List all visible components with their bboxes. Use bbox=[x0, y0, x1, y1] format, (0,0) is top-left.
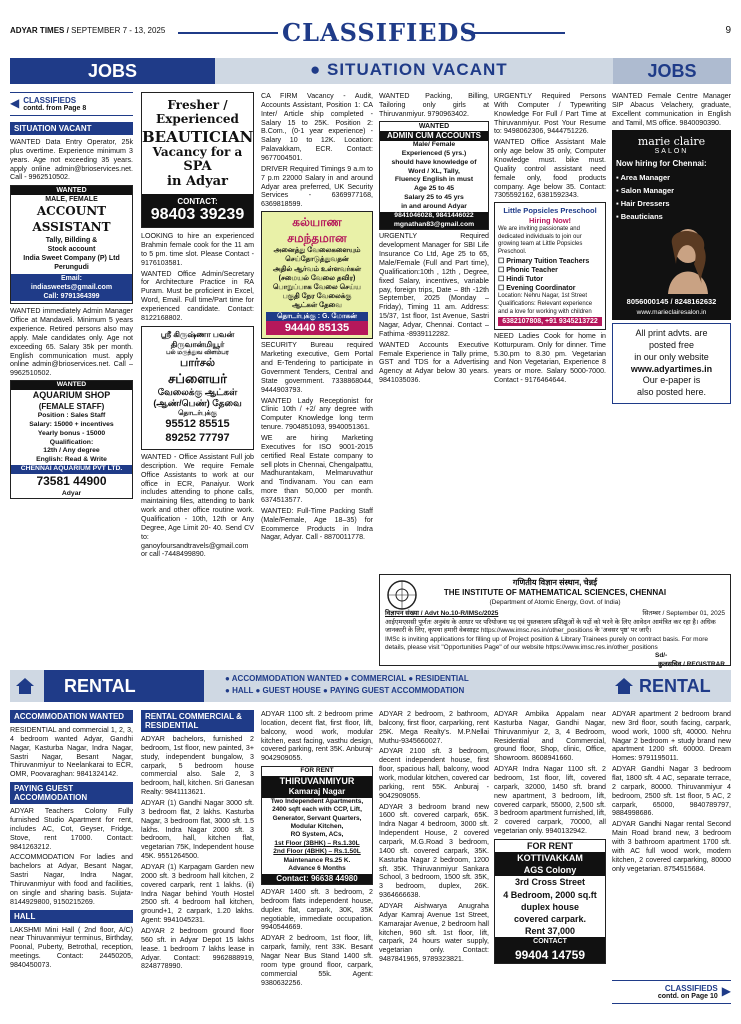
jobs-column-4 bbox=[379, 92, 489, 387]
ad-marie-claire-salon: marie claire SALON Now hiring for Chennai: ▪ Area Manager ▪ Salon Manager ▪ Hair Dressers ▪ Beauticians 8056000145 / 8248162632 www.marieclairesalon.in bbox=[612, 130, 731, 320]
jobs-column-3 bbox=[261, 92, 373, 544]
ad-adyar-1400: ADYAR 1400 sft. 3 bedroom, 2 bedroom flats independent house, duplex flat, carpark, 30K, 35K negotiable, immediate occupation. 9940544669. bbox=[261, 888, 373, 932]
ad-sbi-life: URGENTLY Required development Manager for SBI Life Insurance Co Ltd, Age 25 to 65, Male/Female (Full and Part time), Qualification:10th , 12th , Degree, fixed Salary, incentives, variable pay, foreign trips, Date – 8th -12th September, 2025 (Monday – Friday), Timing 11 am. Address: 15/37, 1st floor, 1st Avenue, Sastri Nagar, Adyar, Chennai. Contact – Fathima -8939112282. bbox=[379, 232, 489, 338]
nav-top-label: CLASSIFIEDS bbox=[23, 96, 77, 105]
bullet-icon: ● bbox=[255, 686, 263, 695]
ad-thiruvanmiyur-rent: FOR RENT THIRUVANMIYUR Kamaraj Nagar Two Independent Apartments, 2400 sqft each with CCP, Lift, Generator, Servant Quarters, Modular Kitchen, RO System, ACs, 1st Floor (3BHK) – Rs.1.30L 2nd Floor (4BHK) – Rs.1.50L Maintenance Rs.25 K. Advance 6 Months Contact: 96638 44980 bbox=[261, 766, 373, 885]
ad-adyar-2100: ADYAR 2100 sft. 3 bedroom, decent independent house, first floor, spacious hall, balcony, wood work, modular kitchen, covered car parking, rent 55K. Anburaj - 9042909055. bbox=[379, 747, 489, 800]
ad-brahmin-cook: LOOKING to hire an experienced Brahmin female cook for the 11 am to 5 pm. time slot. Please Contact - 9176103581. bbox=[141, 232, 254, 267]
checkbox-icon: ☐ bbox=[498, 258, 507, 265]
ad-account-assistant: WANTED MALE, FEMALE ACCOUNT ASSISTANT Tally, Billding & Stock account India Sweet Company (P) Ltd Perungudi Email: indiasweets@gmail.com Call: 9791364399 bbox=[10, 185, 133, 304]
page-header: ADYAR TIMES / SEPTEMBER 7 - 13, 2025 CLASSIFIEDS 9 bbox=[10, 18, 731, 47]
ad-beautician: Fresher / Experienced BEAUTICIAN Vacancy for a SPA in Adyar CONTACT: 98403 39239 bbox=[141, 92, 254, 228]
arrow-right-icon: ▶ bbox=[721, 984, 731, 998]
ad-krishna-bhavan: ஸ்ரீ கிருஷ்ணா பவன் திருவான்மியூர் பல் மருத்துவ விளம்பர பார்சல் சப்ளையர் வேலைக்கு ஆட்கள் (ஆண்/பெண்) தேவை தொடர்புக்கு 95512 85515 89252 77797 bbox=[141, 326, 254, 450]
bullet-icon: ▪ bbox=[616, 186, 621, 196]
paper-name: ADYAR TIMES bbox=[10, 26, 65, 35]
jobs-column-6 bbox=[612, 92, 731, 404]
ad-packing-billing: WANTED Packing, Billing, Tailoring only girls at Thiruvanmiyur. 9790963402. bbox=[379, 92, 489, 118]
nav-top-sub: contd. from Page 8 bbox=[23, 105, 87, 112]
rental-commercial-tag: RENTAL COMMERCIAL & RESIDENTIAL bbox=[141, 710, 254, 732]
bullet-icon: ▪ bbox=[616, 211, 621, 221]
ad-office-admin: WANTED Office Admin/Secretary for Architecture Practice in RA Puram. Must be proficient in Excel, Word, Email. Full time/Part time for experienced candidate. Contact: 8122168802. bbox=[141, 269, 254, 322]
online-notice: All print advts. are posted free in our only website www.adyartimes.in Our e-paper is also posted here. bbox=[612, 323, 731, 403]
rental-column-2 bbox=[141, 710, 254, 973]
ad-lady-receptionist: WANTED Lady Receptionist for Clinic 10th / +2/ any degree with Computer Knowledge long term tenure. 7904851093, 9940051361. bbox=[261, 396, 373, 432]
ad-adyar-bachelors: ADYAR bachelors, furnished 2 bedroom, 1st floor, new painted, 3+ study, independent bungalow, 3 carpark, 5 bedroom house commercial also. Sale 2, 3 bedroom, hall, kitchen. Sri Ganesan Realty: 9841113621. bbox=[141, 735, 254, 797]
hall-tag: HALL bbox=[10, 910, 133, 923]
ad-gandhi-nagar-1800: ADYAR Gandhi Nagar 3 bedroom flat, 1800 sft. 4 AC, separate terrace, 2 carpark, 80000. Thiruvanmiyur 4 bedroom, 2500 sft. 1st floor, 5 AC, 2 carpark, 65000, 9840789797, 9884998686. bbox=[612, 765, 731, 818]
model-photo-icon bbox=[658, 224, 718, 294]
situation-vacant-heading: SITUATION VACANT bbox=[327, 60, 508, 79]
rental-section-bar: RENTAL ● ACCOMMODATION WANTED ● COMMERCIAL ● RESIDENTIAL ● HALL ● GUEST HOUSE ● PAYING GUEST ACCOMMODATION RENTAL bbox=[10, 670, 731, 702]
ad-lakshmi-hall: LAKSHMI Mini Hall ( 2nd floor, A/C) near Thiruvanmiyur terminus, Birthday, Poonal, Puberty, Betrothal, reception, meetings. Contact: 24450205, 9840450073. bbox=[10, 925, 133, 970]
ad-kalyana-sambandham: கல்யாண சமந்தமான அனைத்து வேலைகளையும் செய்தோடுத்துவதன் அதில் ஆர்வம் உள்ளவர்கள் (சமையல் வேலை தவிர) பொறுப்பாக வேலை செய்ய பகுதி நேர வேலைக்கு ஆட்கள் தேவை தொடர்புக்கு : G. மோகன் 94440 85135 bbox=[261, 211, 373, 339]
accommodation-wanted-tag: ACCOMMODATION WANTED bbox=[10, 710, 133, 723]
bullet-icon: ● bbox=[310, 60, 327, 79]
issue-date: SEPTEMBER 7 - 13, 2025 bbox=[71, 26, 166, 35]
arrow-left-icon: ◀ bbox=[10, 96, 20, 110]
ad-admin-cum-accounts: WANTED ADMIN CUM ACCOUNTS Male/ Female Experienced (5 yrs.) should have knowledge of Word / XL, Tally, Fluency English in must Age 25 to 45 Salary 25 to 45 yrs in and around Adyar 9841046028, 9841446022 mgnathan83@gmail.com bbox=[379, 121, 489, 231]
ad-adyar-depot-lease: ADYAR 2 bedroom ground floor 560 sft. in Adyar Depot 15 lakhs lease. 1 bedroom 7 lakhs lease in Adyar. Contact: 9962888919, 8248778990. bbox=[141, 927, 254, 971]
ad-dream-homes: ADYAR apartment 2 bedroom brand new 3rd floor, south facing, carpark, wood work, 1000 sft, 40000. Nehru Nagar 2 bedroom + study brand new apartment 1200 sft. 60000. Dream Homes: 9791195011. bbox=[612, 710, 731, 763]
bullet-icon: ▪ bbox=[616, 198, 621, 208]
bullet-icon: ● bbox=[408, 674, 416, 683]
ad-karpagam-garden: ADYAR (1) Karpagam Garden new 2000 sft. 3 bedroom hall kitchen, 2 covered carpark, rent 1 lakhs. (ii) Indra Nagar behind Youth Hostel 2500 sft. 4 bedroom hall kitchen, ground+1, 2 carpark, 1.20 lakhs. Agent: 9941045231. bbox=[141, 863, 254, 925]
imsc-notice: गणितीय विज्ञान संस्थान, चेन्नई THE INSTITUTE OF MATHEMATICAL SCIENCES, CHENNAI (Department of Atomic Energy, Govt. of India) विज्ञापन संख्या / Advt No.10-R/IMSc/2025 सितम्बर / September 01, 2025 आईएमएससी पूर्णतः अनुबंध के आधार पर परियोजना पद एवं पुस्तकालय प्रशिक्षुओं के पदों को भरने के लिए आवेदन आमंत्रित कर रहा है। अधिक जानकारी के लिए, कृपया हमारी वेबसाइट https://www.imsc.res.in/other_positions के 'अवसर पृष्ठ' पर जाएँ। IMSc is inviting applications for filling up of Project position & Library Trainees purely on contract basis. For more details, please visit "Opportunities Page" of our website https://www.imsc.res.in/other_positions Sd/- कुलसचिव / REGISTRAR bbox=[379, 574, 731, 666]
rental-column-1 bbox=[10, 710, 133, 972]
ad-aquarium-shop: WANTED AQUARIUM SHOP (FEMALE STAFF) Position : Sales Staff Salary: 15000 + incentives Yearly bonus - 15000 Qualification: 12th / Any degree English: Read & Write CHENNAI AQUARIUM PVT LTD. 73581 44900 Adyar bbox=[10, 380, 133, 499]
ad-centre-manager: WANTED Female Centre Manager SIP Abacus Velachery, graduate, Excellent communication in English and Tamil, MS office. 9840090390. bbox=[612, 92, 731, 127]
ad-mega-realty: ADYAR 2 bedroom, 2 bathroom, balcony, first floor, carparking, rent 25K. Mega Realty's. M.P.Nellai Muthu-9345660027. bbox=[379, 710, 489, 745]
ad-office-assistant-male: WANTED Office Assistant Male only age below 35 only, Computer Knowledge must. bike must. Quality control assistant need female only, food products company. Age below 35. Contact: 7305592162, 6381592343. bbox=[494, 138, 606, 200]
ad-admin-manager: WANTED immediately Admin Manager Office at Mandaveli. Minimum 5 years experience. Retired persons also may apply. Male candidates only. Age not exceeding 65. Salary 35k per month. English communication must. apply online admin@brioservices.net. Call – 9962510502. bbox=[10, 307, 133, 378]
ad-security-bureau: SECURITY Bureau required Marketing executive, Gem Portal and E-Tendering to participate in Government Tenders, Central and State government. 7338868044, 9444903793. bbox=[261, 341, 373, 394]
jobs-section-bar bbox=[10, 58, 731, 84]
jobs-label-left: JOBS bbox=[10, 58, 215, 84]
nav-bottom-label: CLASSIFIEDS bbox=[664, 984, 718, 993]
bullet-icon: ▪ bbox=[616, 173, 621, 183]
ad-office-assistant: WANTED - Office Assistant Full job description. We require Female Office Assistants to work at our office in ECR, Panaiyur. Work includes attending to phone calls, maintaining files, attending to bank work and other office routine work. Qualification - 10th, 12th or Any Degree, Age Limit 20- 40. Send CV to: ganoyfoursandtravels@gmail.com or call -7448499890. bbox=[141, 452, 254, 559]
ad-adyar-3bed-1600: ADYAR 3 bedroom brand new 1600 sft. covered carpark, 65K. Indra Nagar 4 bedroom, 3000 sft. Independent House, 2 covered carpark, M.G.Road 3 bedroom, 1400 sft. covered carpark, 35K. Kasturba Nagar 2 bedroom, 1200 sft. 35K. Thiruvanmiyur Sankara School, 3 bedroom, 1500 sft. 35K, 3 bedroom, duplex, 26K. 9364666638. bbox=[379, 802, 489, 900]
rental-column-4 bbox=[379, 710, 489, 966]
ad-packing-staff: WANTED: Full-Time Packing Staff (Male/Female, Age 18–35) for Ecommerce Products in Indra Nagar, Adyar. Call - 8870011778. bbox=[261, 506, 373, 542]
ad-accounts-executive: WANTED Accounts Executive Female Experience in Tally prime, GST and TDS for a Advertising Agency at Adyar below 30 years. 9841035036. bbox=[379, 340, 489, 385]
checkbox-icon: ☐ bbox=[498, 276, 507, 284]
house-icon bbox=[613, 676, 635, 696]
house-icon bbox=[14, 676, 36, 696]
ad-ladies-bachelors: ACCOMMODATION For ladies and bachelors at Adyar, Besant Nagar, Sastri Nagar, Indra Nagar, Thiruvanmiyur with food and facilities, on single and sharing basis. Sujata-8144929800, 9150215269. bbox=[10, 853, 133, 906]
page-title: CLASSIFIEDS bbox=[282, 18, 478, 47]
bullet-icon: ● bbox=[225, 674, 232, 683]
ad-data-entry: WANTED Data Entry Operator, 25k plus overtime. Experience minimum 3 years. Age not exceeding 35 years. apply online admin@brioservices.net. Call - 9962510502. bbox=[10, 138, 133, 182]
ad-gandhi-nagar-second-main: ADYAR Gandhi Nagar rental Second Main Road brand new, 3 bedroom with 3 bathroom apartment 1700 sft. with AC full wood work, modern kitchen, 2 covered carparking, 80000 only vegetarian. 8754515684. bbox=[612, 820, 731, 873]
ad-ambika-appalam: ADYAR Ambika Appalam near Kasturba Nagar, Gandhi Nagar, Thiruvanmiyur 2, 3, 4 Bedroom, Residential and Commercial, ground floor, Shop, clinic, Office, Showroom. 8608941660. bbox=[494, 710, 606, 763]
rental-column-5 bbox=[494, 710, 606, 964]
checkbox-icon: ☐ bbox=[498, 285, 507, 293]
ad-indra-nagar-1100: ADYAR Indra Nagar 1100 sft. 2 bedroom, 1st floor, lift, covered carpark, 32000, 1450 sft. brand new apartment, 3 bedroom, lift, covered carpark, 55000, 2,500 sft. 3 bedroom apartment furnished, lift, 2 covered carpark, 70000, all vegetarian only. 9940132942. bbox=[494, 765, 606, 836]
rental-label-right: RENTAL bbox=[639, 676, 711, 696]
paying-guest-tag: PAYING GUEST ACCOMMODATION bbox=[10, 782, 133, 804]
ad-residential-wanted: RESIDENTIAL and commercial 1, 2, 3, 4 bedroom wanted Adyar, Gandhi Nagar, Kasturba Nagar, Indra Nagar, Sastri Nagar, Besant Nagar, Thiruvanmiyur to Neelankarai to ECR, OMR, Poovaraghan: 9841324142. bbox=[10, 726, 133, 779]
bullet-icon: ● bbox=[344, 674, 352, 683]
website-link[interactable]: www.adyartimes.in bbox=[630, 363, 713, 374]
page-number: 9 bbox=[725, 25, 731, 36]
rental-column-3 bbox=[261, 710, 373, 989]
jobs-column-5 bbox=[494, 92, 606, 387]
jobs-column-1 bbox=[10, 92, 133, 499]
situation-vacant-tag: SITUATION VACANT bbox=[10, 122, 133, 135]
nav-from-page8[interactable] bbox=[10, 92, 133, 116]
ad-little-popsicles: Little Popsicles Preschool Hiring Now! We are inviting passionate and dedicated individuals to join our growing team at Little Popsicles Preschool. ☐ Primary Tuition Teachers ☐ Phonic Teacher ☐ Hindi Tutor ☐ Evening Coordinator Location: Nehru Nagar, 1st Street Qualifications: Relevant experience and a love for working with children 6382107808, +91 9345213722 bbox=[494, 202, 606, 330]
ad-driver: DRIVER Required Timings 9 a.m to 7 p.m 22000 Salary in and around Adyar area preferred, UK Security Services - 6369977168, 6369818599. bbox=[261, 164, 373, 209]
bullet-icon: ● bbox=[225, 686, 233, 695]
nav-to-page10[interactable] bbox=[612, 980, 731, 1004]
ad-aishwarya-anugraha: ADYAR Aishwarya Anugraha Adyar Kamraj Avenue 1st Street, Kamarajar Avenue, 2 bedroom hall kitchen, 960 sft. 1st floor, lift, carpark, 24 hours water supply, vegetarian only. Contact: 9487841965, 9789323821. bbox=[379, 902, 489, 964]
nav-bottom-sub: contd. on Page 10 bbox=[657, 993, 718, 1000]
ad-computer-typewriting: URGENTLY Required Persons With Computer / Typewriting Knowledge For Full / Part Time at Thiruvanmiyur. Post Your Resume to: 9498062306, 9444751226. bbox=[494, 92, 606, 136]
checkbox-icon: ☐ bbox=[498, 267, 507, 275]
ad-gandhi-nagar-3000: ADYAR (1) Gandhi Nagar 3000 sft. 3 bedroom flat, 2 lakhs. Kasturba Nagar, 3 bedroom flat, 3000 sft. 1.5 lakhs. Indra Nagar 2000 sft. 3 bedroom, hall, kitchen flat, vegetarian 75K, Independent house 45K. 9551264500. bbox=[141, 799, 254, 861]
rental-column-6 bbox=[612, 710, 731, 875]
ad-ladies-cook: NEED Ladies Cook for home in Kotturpuram. Only for dinner. Time 5.30.pm to 8.30 pm. Vegetarian and Non Vegetarian, Experience 8 years or more. Salary 5000-7000. Contact - 9176464644. bbox=[494, 331, 606, 385]
rental-label-left: RENTAL bbox=[44, 670, 204, 702]
jobs-label-right: JOBS bbox=[613, 58, 731, 84]
imsc-emblem-icon bbox=[386, 579, 418, 611]
ad-kottivakkam-rent: FOR RENT KOTTIVAKKAM AGS Colony 3rd Cross Street 4 Bedroom, 2000 sq.ft duplex house covered carpark. Rent 37,000 CONTACT 99404 14759 bbox=[494, 839, 606, 964]
ad-teachers-colony: ADYAR Teachers Colony Fully furnished Studio Apartment for rent, includes AC, Cot, Geyser, Fridge, Stove, rent 17000. Contact: 9841263212. bbox=[10, 807, 133, 851]
ad-marketing-executives: WE are hiring Marketing Executives for ISO 9001-2015 certified Real Estate company to sell plots in Chennai, Chengalpattu, Madhurantakam, Melmaruvathur and Tindivanam. You can earn more than 50,000 per month. 6374513577. bbox=[261, 434, 373, 505]
bullet-icon: ● bbox=[323, 686, 331, 695]
ad-adyar-1100: ADYAR 1100 sft. 2 bedroom prime location, decent flat, first floor, lift, balcony, wood work, modular kitchen, east facing, vasthu design, covered parking, rent 35K. Anburaj- 9042909055. bbox=[261, 710, 373, 763]
jobs-column-2 bbox=[141, 92, 254, 561]
ad-besant-nagar-1400: ADYAR 2 bedroom, 1st floor, lift, carpark, family, rent 33K. Besant Nagar Near Bus Stand 1400 sft. room type ground floor, carpark, commercial 55k. Agent: 9380632256. bbox=[261, 934, 373, 987]
ad-ca-firm: CA FIRM Vacancy - Audit, Accounts Assistant, Position 1: CA Inter/ Article ship completed - Salary 15 to 25K. Position 2: B.Com., (0-1 year experience) - Salary 10 to 12K. Location: Palavakkam, ECR. Contact: 9677004501. bbox=[261, 92, 373, 163]
